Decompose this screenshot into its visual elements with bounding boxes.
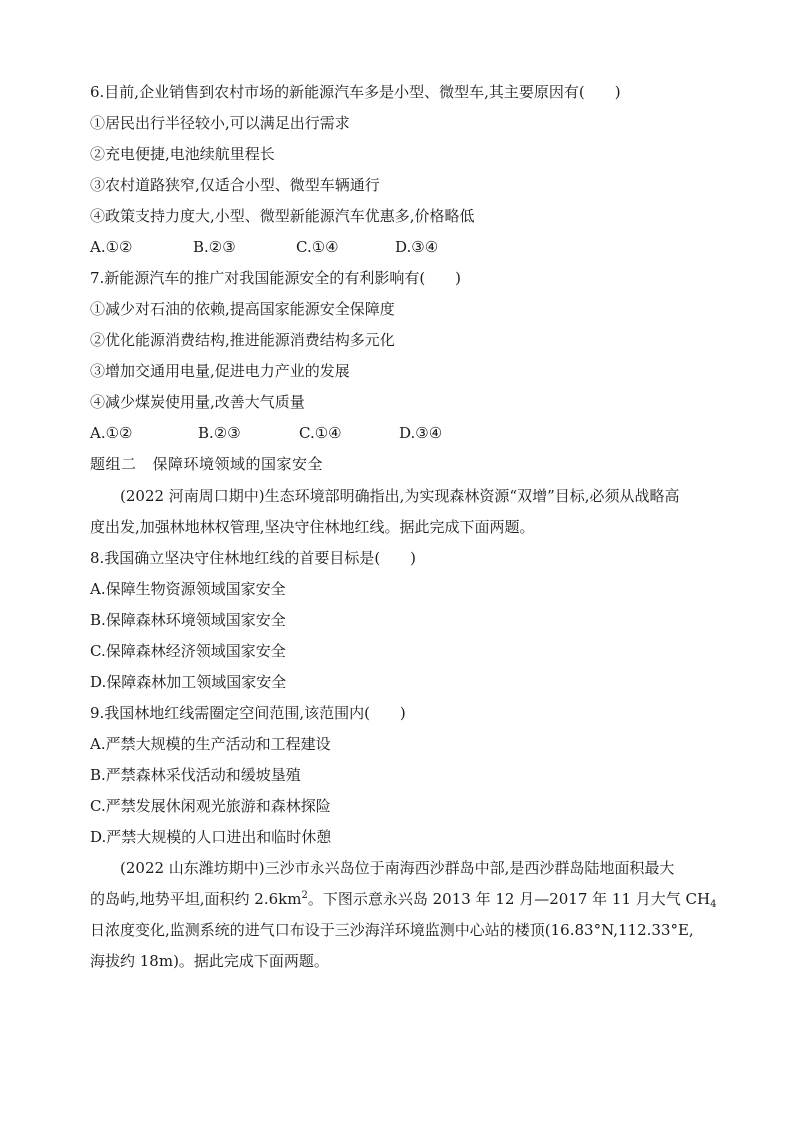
passage-1-line-2: 度出发,加强林地林权管理,坚决守住林地红线。据此完成下面两题。 <box>90 518 535 536</box>
question-8-option-a[interactable]: A.保障生物资源领域国家安全 <box>90 580 286 598</box>
passage-2-line-3: 日浓度变化,监测系统的进气口布设于三沙海洋环境监测中心站的楼顶(16.83°N,112.33°E, <box>90 921 694 939</box>
question-6-option-a[interactable]: A.①② <box>90 238 133 256</box>
question-7-option-b[interactable]: B.②③ <box>198 424 241 442</box>
question-9-option-a[interactable]: A.严禁大规模的生产活动和工程建设 <box>90 735 331 753</box>
area-unit-superscript: 2 <box>301 890 308 901</box>
question-7-option-c[interactable]: C.①④ <box>299 424 342 442</box>
group-2-title: 保障环境领域的国家安全 <box>152 455 324 473</box>
question-6-option-b[interactable]: B.②③ <box>193 238 236 256</box>
question-6-options <box>90 237 438 257</box>
question-9-option-c[interactable]: C.严禁发展休闲观光旅游和森林探险 <box>90 797 331 815</box>
methane-subscript: 4 <box>710 899 717 910</box>
question-7-item-2: ②优化能源消费结构,推进能源消费结构多元化 <box>90 331 395 349</box>
question-7-option-a[interactable]: A.①② <box>90 424 133 442</box>
question-7-item-4: ④减少煤炭使用量,改善大气质量 <box>90 393 305 411</box>
passage-2-line-1: (2022 山东潍坊期中)三沙市永兴岛位于南海西沙群岛中部,是西沙群岛陆地面积最大 <box>120 859 675 877</box>
question-9-option-b[interactable]: B.严禁森林采伐活动和缓坡垦殖 <box>90 766 301 784</box>
question-6-option-c[interactable]: C.①④ <box>296 238 339 256</box>
question-9-option-d[interactable]: D.严禁大规模的人口进出和临时休憩 <box>90 828 332 846</box>
question-6-stem: 6.目前,企业销售到农村市场的新能源汽车多是小型、微型车,其主要原因有( ) <box>90 83 621 101</box>
group-2-heading <box>90 454 323 474</box>
question-8-option-b[interactable]: B.保障森林环境领域国家安全 <box>90 611 286 629</box>
question-6-item-4: ④政策支持力度大,小型、微型新能源汽车优惠多,价格略低 <box>90 207 475 225</box>
question-8-stem: 8.我国确立坚决守住林地红线的首要目标是( ) <box>90 549 417 567</box>
question-6-item-2: ②充电便捷,电池续航里程长 <box>90 145 275 163</box>
question-6-option-d[interactable]: D.③④ <box>395 238 439 256</box>
question-7-item-3: ③增加交通用电量,促进电力产业的发展 <box>90 362 350 380</box>
group-2-label: 题组二 <box>90 455 137 473</box>
question-9-stem: 9.我国林地红线需圈定空间范围,该范围内( ) <box>90 704 406 722</box>
passage-1-line-1: (2022 河南周口期中)生态环境部明确指出,为实现森林资源“双增”目标,必须从战略高 <box>120 487 680 505</box>
passage-2-line-2 <box>90 889 716 909</box>
question-6-item-3: ③农村道路狭窄,仅适合小型、微型车辆通行 <box>90 176 380 194</box>
question-7-options <box>90 423 442 443</box>
question-7-stem: 7.新能源汽车的推广对我国能源安全的有利影响有( ) <box>90 269 462 287</box>
question-7-item-1: ①减少对石油的依赖,提高国家能源安全保障度 <box>90 300 395 318</box>
question-7-option-d[interactable]: D.③④ <box>399 424 443 442</box>
question-8-option-d[interactable]: D.保障森林加工领域国家安全 <box>90 673 287 691</box>
passage-2-line-2-post: 。下图示意永兴岛 2013 年 12 月—2017 年 11 月大气 CH <box>307 890 711 908</box>
question-6-item-1: ①居民出行半径较小,可以满足出行需求 <box>90 114 350 132</box>
question-8-option-c[interactable]: C.保障森林经济领域国家安全 <box>90 642 286 660</box>
passage-2-line-4: 海拔约 18m)。据此完成下面两题。 <box>90 952 329 970</box>
passage-2-line-2-pre: 的岛屿,地势平坦,面积约 2.6km <box>90 890 302 908</box>
